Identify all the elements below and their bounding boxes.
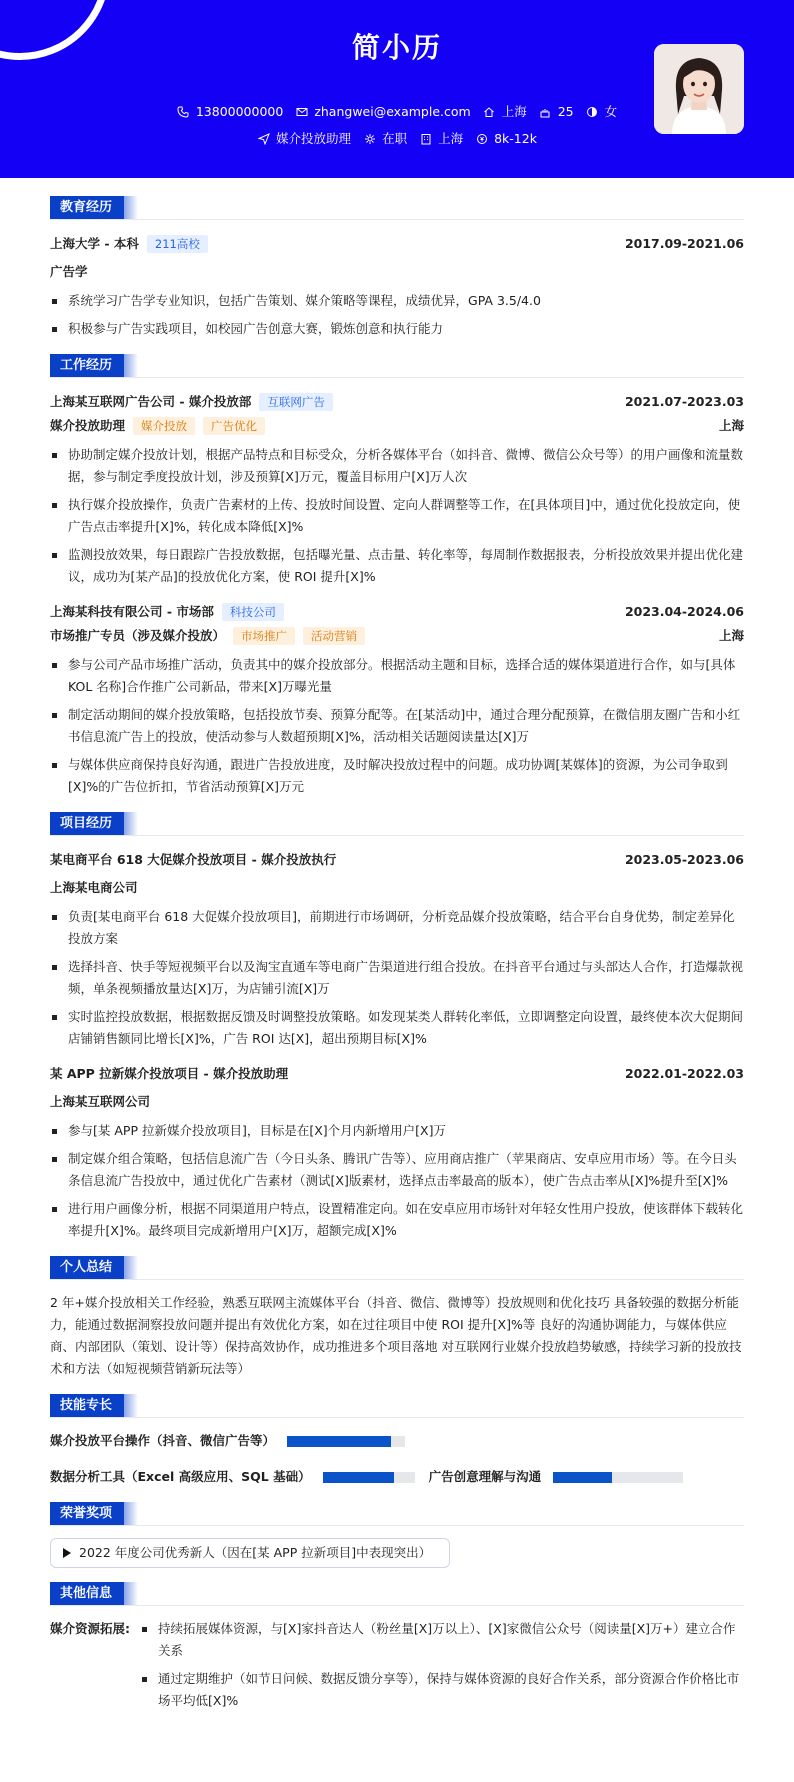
phone-icon <box>177 106 190 119</box>
project-org: 上海某互联网公司 <box>50 1094 151 1109</box>
phone-item <box>177 102 283 122</box>
project-date: 2022.01-2022.03 <box>624 1066 744 1081</box>
school-name: 上海大学 - 本科 <box>50 236 139 251</box>
section-header <box>50 354 744 378</box>
list-item: 持续拓展媒体资源，与[X]家抖音达人（粉丝量[X]万以上）、[X]家微信公众号（阅读量[X]万+）建立合作关系 <box>140 1618 744 1662</box>
summary-section <box>50 1256 744 1380</box>
education-row <box>50 232 744 256</box>
skill-name: 数据分析工具（Excel 高级应用、SQL 基础） <box>50 1469 311 1484</box>
company-tag: 科技公司 <box>222 603 284 621</box>
salary-item <box>475 129 537 149</box>
list-item: 制定活动期间的媒介投放策略，包括投放节奏、预算分配等。在[某活动]中，通过合理分配预算，在微信朋友圈广告和小红书信息流广告上的投放，使活动参与人数超预期[X]%，活动相关话题阅读量达[X]万 <box>50 704 744 748</box>
project-bullets <box>50 906 744 1050</box>
project-org: 上海某电商公司 <box>50 880 138 895</box>
skill-bar-fill <box>323 1472 395 1483</box>
skill-bar <box>287 1436 405 1447</box>
list-item: 协助制定媒介投放计划，根据产品特点和目标受众，分析各媒体平台（如抖音、微博、微信公众号等）的用户画像和流量数据，参与制定季度投放计划，涉及预算[X]万元，覆盖目标用户[X]万人次 <box>50 444 744 488</box>
age-text: 25 <box>557 104 574 119</box>
work-bullets <box>50 654 744 798</box>
company-name: 上海某互联网广告公司 - 媒介投放部 <box>50 394 252 409</box>
status-item <box>363 129 407 149</box>
honor-text: 2022 年度公司优秀新人（因在[某 APP 拉新项目]中表现突出） <box>79 1545 432 1560</box>
cake-icon <box>539 106 552 119</box>
company-row <box>50 600 744 624</box>
other-bullets <box>140 1618 744 1718</box>
section-title: 项目经历 <box>50 812 124 835</box>
expand-arrow-icon <box>63 1548 71 1558</box>
email-item <box>295 102 470 122</box>
role-tag: 市场推广 <box>233 627 295 645</box>
company-tag: 互联网广告 <box>259 393 333 411</box>
role-row <box>50 414 744 438</box>
list-item: 选择抖音、快手等短视频平台以及淘宝直通车等电商广告渠道进行组合投放。在抖音平台通过与头部达人合作，打造爆款视频，单条视频播放量达[X]万，为店铺引流[X]万 <box>50 956 744 1000</box>
skill-bar-fill <box>553 1472 612 1483</box>
role-row <box>50 624 744 648</box>
company-row <box>50 390 744 414</box>
summary-text: 2 年+媒介投放相关工作经验，熟悉互联网主流媒体平台（抖音、微信、微博等）投放规则和优化技巧 具备较强的数据分析能力，能通过数据洞察投放问题并提出有效优化方案，如在过往项目中使 ROI 提升[X]%等 良好的沟通协调能力，与媒体供应商、内部团队（策划、设计等）保持高效协作，成功推进多个项目落地 对互联网行业媒介投放趋势敏感，持续学习新的投放技术和方法（如短视频营销新玩法等） <box>50 1295 742 1376</box>
projects-section <box>50 812 744 1242</box>
section-header <box>50 812 744 836</box>
profile-photo <box>654 44 744 134</box>
work-date: 2023.04-2024.06 <box>624 604 744 619</box>
section-title: 荣誉奖项 <box>50 1502 124 1525</box>
skill-item <box>50 1466 415 1488</box>
target-city-text: 上海 <box>438 131 464 146</box>
role-tag: 媒介投放 <box>133 417 195 435</box>
skill-name: 广告创意理解与沟通 <box>428 1469 542 1484</box>
mail-icon <box>295 106 308 119</box>
list-item: 实时监控投放数据，根据数据反馈及时调整投放策略。如发现某类人群转化率低，立即调整定向设置，最终使本次大促期间店铺销售额同比增长[X]%，广告 ROI 达[X]，超出预期目标[X]% <box>50 1006 744 1050</box>
project-title: 某 APP 拉新媒介投放项目 - 媒介投放助理 <box>50 1066 289 1081</box>
section-title: 个人总结 <box>50 1256 124 1279</box>
target-city-item <box>419 129 463 149</box>
project-entry <box>50 1062 744 1242</box>
salary-text: 8k-12k <box>494 131 537 146</box>
position-text: 媒介投放助理 <box>276 131 352 146</box>
skills-section <box>50 1394 744 1488</box>
list-item: 参与[某 APP 拉新媒介投放项目]，目标是在[X]个月内新增用户[X]万 <box>50 1120 744 1142</box>
role-tag: 活动营销 <box>303 627 365 645</box>
skill-item <box>429 1466 684 1488</box>
city-item <box>483 102 527 122</box>
company-name: 上海某科技有限公司 - 市场部 <box>50 604 214 619</box>
work-location: 上海 <box>718 418 744 433</box>
list-item: 参与公司产品市场推广活动，负责其中的媒介投放部分。根据活动主题和目标，选择合适的媒体渠道进行合作，如与[具体 KOL 名称]合作推广公司新品，带来[X]万曝光量 <box>50 654 744 698</box>
education-bullets <box>50 290 744 340</box>
skill-item <box>50 1430 405 1452</box>
work-entry <box>50 600 744 798</box>
skill-bar-fill <box>287 1436 391 1447</box>
section-header <box>50 1582 744 1606</box>
education-date: 2017.09-2021.06 <box>624 236 744 251</box>
gear-icon <box>363 133 376 146</box>
list-item: 制定媒介组合策略，包括信息流广告（今日头条、腾讯广告等）、应用商店推广（苹果商店、安卓应用市场）等。在今日头条信息流广告投放中，通过优化广告素材（测试[X]版素材，选择点击率最高的版本），使广告点击率从[X]%提升至[X]% <box>50 1148 744 1192</box>
skill-name: 媒介投放平台操作（抖音、微信广告等） <box>50 1433 276 1448</box>
building-icon <box>419 133 432 146</box>
work-bullets <box>50 444 744 588</box>
position-item <box>257 129 351 149</box>
project-bullets <box>50 1120 744 1242</box>
project-title: 某电商平台 618 大促媒介投放项目 - 媒介投放执行 <box>50 852 337 867</box>
section-header <box>50 196 744 220</box>
project-row <box>50 1062 744 1086</box>
project-row <box>50 848 744 872</box>
home-icon <box>483 106 496 119</box>
section-header <box>50 1394 744 1418</box>
section-title: 工作经历 <box>50 354 124 377</box>
resume-header <box>0 0 794 178</box>
skill-bar <box>553 1472 683 1483</box>
gender-icon <box>586 106 599 119</box>
candidate-name: 简小历 <box>351 31 442 64</box>
role-title: 市场推广专员（涉及媒介投放） <box>50 628 226 643</box>
section-header <box>50 1502 744 1526</box>
list-item: 系统学习广告学专业知识，包括广告策划、媒介策略等课程，成绩优异，GPA 3.5/4.0 <box>50 290 744 312</box>
list-item: 通过定期维护（如节日问候、数据反馈分享等），保持与媒体资源的良好合作关系，部分资源合作价格比市场平均低[X]% <box>140 1668 744 1712</box>
list-item: 进行用户画像分析，根据不同渠道用户特点，设置精准定向。如在安卓应用市场针对年轻女性用户投放，使该群体下载转化率提升[X]%。最终项目完成新增用户[X]万，超额完成[X]% <box>50 1198 744 1242</box>
list-item: 监测投放效果，每日跟踪广告投放数据，包括曝光量、点击量、转化率等，每周制作数据报表，分析投放效果并提出优化建议，成功为[某产品]的投放优化方案，使 ROI 提升[X]% <box>50 544 744 588</box>
coin-icon <box>475 133 488 146</box>
email-text: zhangwei@example.com <box>314 104 471 119</box>
major: 广告学 <box>50 264 88 279</box>
other-info <box>50 1618 744 1718</box>
section-header <box>50 1256 744 1280</box>
honor-item[interactable] <box>50 1538 450 1568</box>
list-item: 与媒体供应商保持良好沟通，跟进广告投放进度，及时解决投放过程中的问题。成功协调[某媒体]的资源，为公司争取到[X]%的广告位折扣，节省活动预算[X]万元 <box>50 754 744 798</box>
gender-text: 女 <box>604 104 618 119</box>
other-section <box>50 1582 744 1718</box>
send-icon <box>257 133 270 146</box>
city-text: 上海 <box>501 104 527 119</box>
education-section <box>50 196 744 340</box>
role-tag: 广告优化 <box>203 417 265 435</box>
skill-bar <box>323 1472 415 1483</box>
work-location: 上海 <box>718 628 744 643</box>
section-title: 技能专长 <box>50 1394 124 1417</box>
project-date: 2023.05-2023.06 <box>624 852 744 867</box>
status-text: 在职 <box>382 131 408 146</box>
project-entry <box>50 848 744 1050</box>
honors-section <box>50 1502 744 1568</box>
gender-item <box>586 102 618 122</box>
section-title: 教育经历 <box>50 196 124 219</box>
list-item: 积极参与广告实践项目，如校园广告创意大赛，锻炼创意和执行能力 <box>50 318 744 340</box>
skills-list <box>50 1430 744 1488</box>
work-section <box>50 354 744 798</box>
work-date: 2021.07-2023.03 <box>624 394 744 409</box>
work-entry <box>50 390 744 588</box>
section-title: 其他信息 <box>50 1582 124 1605</box>
other-label: 媒介资源拓展: <box>50 1621 130 1636</box>
role-title: 媒介投放助理 <box>50 418 126 433</box>
phone-text: 13800000000 <box>195 104 284 119</box>
list-item: 负责[某电商平台 618 大促媒介投放项目]，前期进行市场调研，分析竞品媒介投放策略，结合平台自身优势，制定差异化投放方案 <box>50 906 744 950</box>
list-item: 执行媒介投放操作，负责广告素材的上传、投放时间设置、定向人群调整等工作，在[具体项目]中，通过优化投放定向，使广告点击率提升[X]%，转化成本降低[X]% <box>50 494 744 538</box>
age-item <box>539 102 574 122</box>
school-tag: 211高校 <box>147 235 208 253</box>
